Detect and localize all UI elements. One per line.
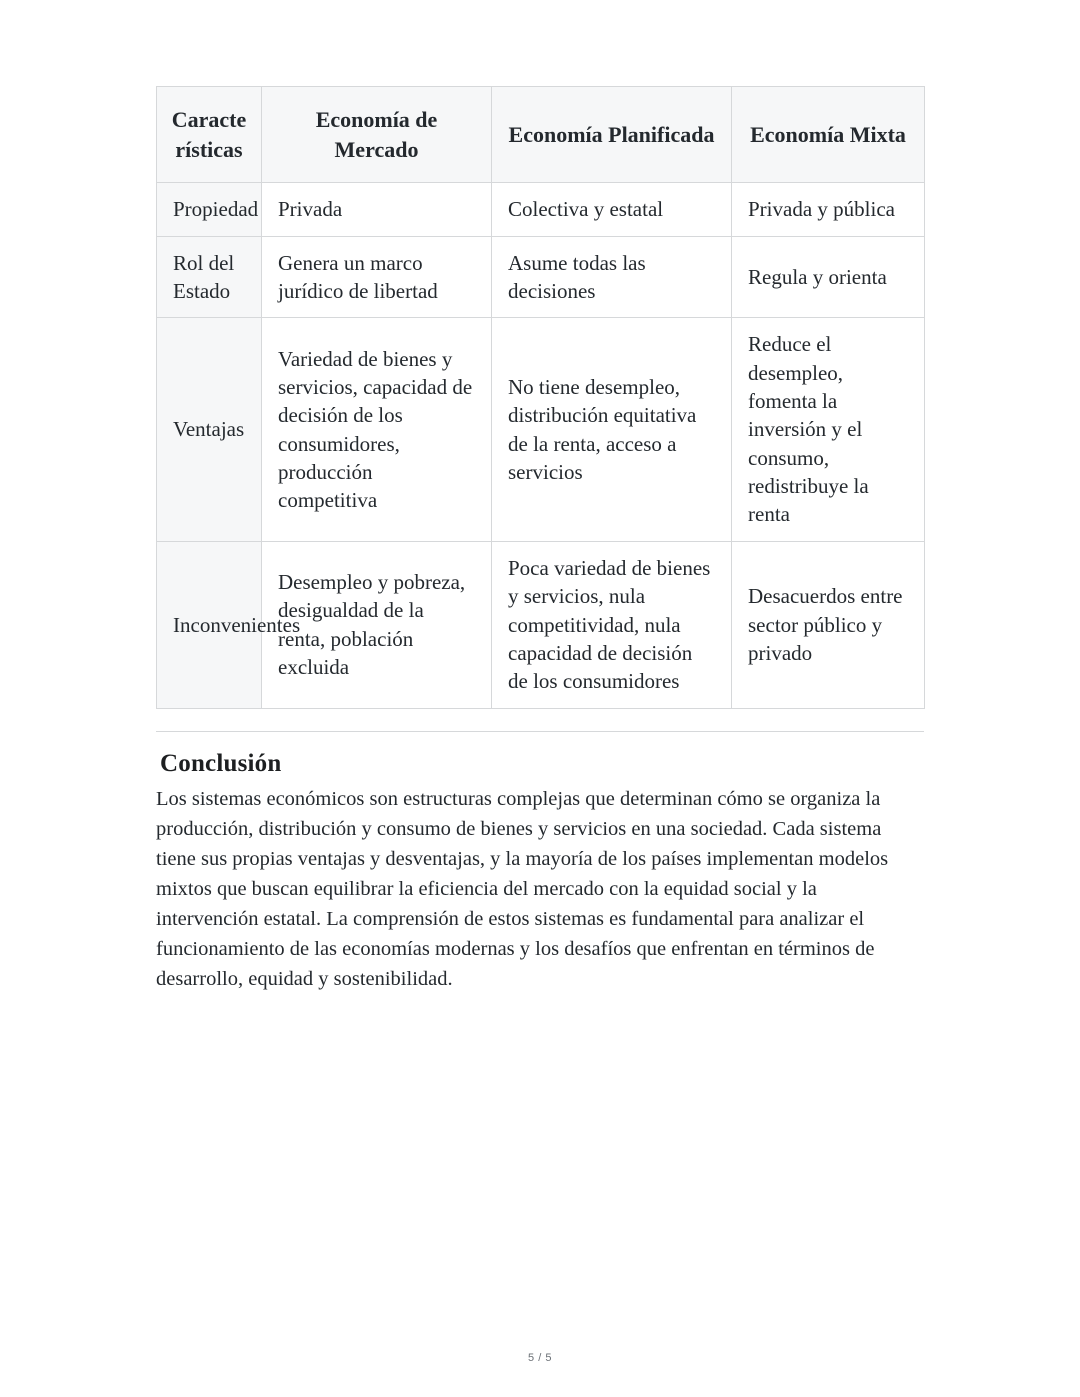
cell-mixed: Reduce el desempleo, fomenta la inversión y el consumo, redistribuye la renta (732, 318, 925, 541)
page-footer (0, 1352, 1080, 1364)
section-divider (156, 731, 924, 732)
table-header-row (157, 87, 925, 183)
table-header (157, 87, 925, 183)
conclusion-heading: Conclusión (160, 749, 282, 777)
cell-mixed: Desacuerdos entre sector público y privado (732, 541, 925, 708)
column-header-market-economy-label: Economía de Mercado (315, 107, 438, 162)
row-feature-label: Rol del Estado (157, 236, 262, 318)
cell-planned: Colectiva y estatal (492, 183, 732, 236)
cell-planned: No tiene desempleo, distribución equitativa de la renta, acceso a servicios (492, 318, 732, 541)
column-header-mixed-economy-label: Economía Mixta (750, 121, 906, 147)
cell-market: Desempleo y pobreza, desigualdad de la renta, población excluida (262, 541, 492, 708)
cell-market: Genera un marco jurídico de libertad (262, 236, 492, 318)
column-header-mixed-economy (732, 87, 925, 183)
conclusion-paragraph: Los sistemas económicos son estructuras complejas que determinan cómo se organiza la producción, distribución y consumo de bienes y servicios en una sociedad. Cada sistema tiene sus propias ventajas y desventajas, y la mayoría de los países implementan modelos mixtos que buscan equilibrar la eficiencia del mercado con la equidad social y la intervención estatal. La comprensión de estos sistemas es fundamental para analizar el funcionamiento de las economías modernas y los desafíos que enfrentan en términos de desarrollo, equidad y sostenibilidad. (156, 787, 889, 991)
row-feature-label: Ventajas (157, 318, 262, 541)
column-header-planned-economy-label: Economía Planificada (508, 121, 715, 147)
table-row (157, 183, 925, 236)
table-body (157, 183, 925, 708)
economic-systems-comparison-table (156, 86, 925, 709)
page-indicator: 5 / 5 (528, 1352, 552, 1364)
column-header-characteristics-label: Características (171, 107, 247, 162)
row-feature-label: Inconvenientes (157, 541, 262, 708)
cell-mixed: Regula y orienta (732, 236, 925, 318)
row-feature-label: Propiedad (157, 183, 262, 236)
table-row (157, 318, 925, 541)
column-header-planned-economy (492, 87, 732, 183)
column-header-market-economy (262, 87, 492, 183)
table-row (157, 541, 925, 708)
cell-mixed: Privada y pública (732, 183, 925, 236)
page-content (156, 86, 924, 994)
table-row (157, 236, 925, 318)
cell-market: Privada (262, 183, 492, 236)
cell-planned: Asume todas las decisiones (492, 236, 732, 318)
cell-market: Variedad de bienes y servicios, capacidad de decisión de los consumidores, producción competitiva (262, 318, 492, 541)
cell-planned: Poca variedad de bienes y servicios, nula competitividad, nula capacidad de decisión de los consumidores (492, 541, 732, 708)
column-header-characteristics (157, 87, 262, 183)
